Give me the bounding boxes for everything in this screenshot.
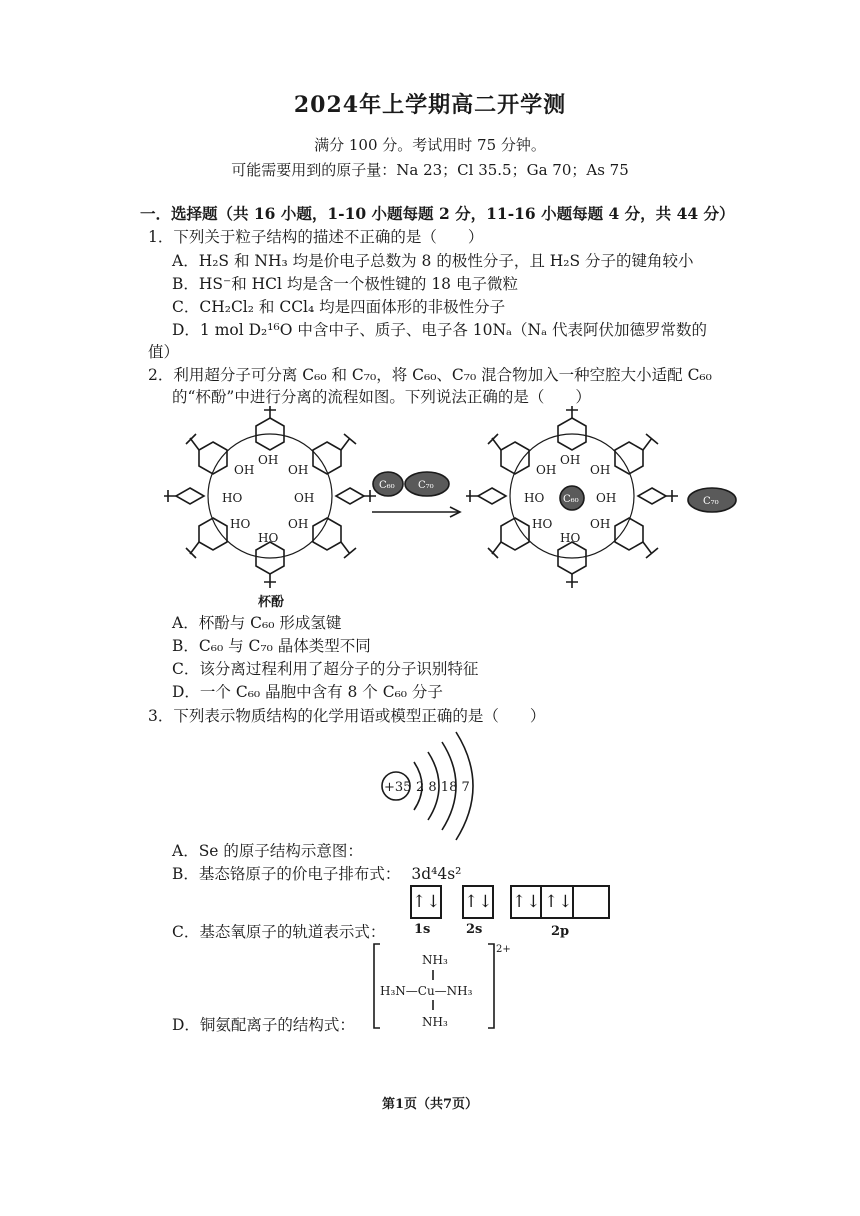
ho-label: HO bbox=[222, 491, 243, 505]
oh-label: OH bbox=[258, 453, 279, 467]
option-b-formula: 3d⁴4s² bbox=[411, 865, 462, 883]
orbital-2p-2: ↑↓ bbox=[544, 887, 574, 917]
question-1-option-a: A．H₂S 和 NH₃ 均是价电子总数为 8 的极性分子，且 H₂S 分子的键角较小 bbox=[172, 252, 694, 270]
complex-bottom-ligand: NH₃ bbox=[422, 1015, 448, 1029]
question-2-option-a: A．杯酚与 C₆₀ 形成氢键 bbox=[172, 614, 342, 632]
ho-label: HO bbox=[258, 531, 279, 545]
option-b-label: B．基态铬原子的价电子排布式： bbox=[172, 865, 401, 883]
question-3-option-d: D．铜氨配离子的结构式： bbox=[172, 1016, 355, 1034]
c70-ball-label: C₇₀ bbox=[418, 480, 434, 491]
ho-label: HO bbox=[532, 517, 553, 531]
oh-label: OH bbox=[536, 463, 557, 477]
ho-label: HO bbox=[560, 531, 581, 545]
section-heading: 一．选择题（共 16 小题，1-10 小题每题 2 分，11-16 小题每题 4 分，共 44 分） bbox=[140, 204, 735, 223]
exam-info-line: 满分 100 分。考试用时 75 分钟。 bbox=[314, 136, 546, 154]
c70-ball-label: C₇₀ bbox=[703, 496, 719, 507]
orbital-label-1s: 1s bbox=[414, 922, 431, 937]
atom-shell-electrons: 2 8 18 7 bbox=[416, 780, 470, 795]
oh-label: OH bbox=[294, 491, 315, 505]
ho-label: HO bbox=[524, 491, 545, 505]
orbital-2p-1: ↑↓ bbox=[512, 887, 542, 917]
atomic-mass-line: 可能需要用到的原子量：Na 23；Cl 35.5；Ga 70；As 75 bbox=[231, 161, 629, 179]
orbital-label-2s: 2s bbox=[466, 922, 483, 937]
orbital-2s: ↑↓ bbox=[464, 892, 493, 912]
question-3-option-a: A．Se 的原子结构示意图： bbox=[172, 842, 363, 860]
question-2-stem-line2: 的“杯酚”中进行分离的流程如图。下列说法正确的是（ ） bbox=[172, 388, 591, 406]
question-1-option-b: B．HS⁻和 HCl 均是含一个极性键的 18 电子微粒 bbox=[172, 275, 518, 293]
oh-label: OH bbox=[590, 517, 611, 531]
figure-caption: 杯酚 bbox=[258, 595, 285, 610]
oh-label: OH bbox=[590, 463, 611, 477]
question-2-stem-line1: 2．利用超分子可分离 C₆₀ 和 C₇₀，将 C₆₀、C₇₀ 混合物加入一种空腔大小适配 C₆₀ bbox=[148, 366, 712, 384]
orbital-1s: ↑↓ bbox=[412, 892, 441, 912]
page-footer: 第1页（共7页） bbox=[381, 1097, 479, 1112]
orbital-box-1s bbox=[410, 885, 442, 919]
question-3-option-c: C．基态氧原子的轨道表示式： bbox=[172, 923, 386, 941]
oh-label: OH bbox=[560, 453, 581, 467]
oh-label: OH bbox=[596, 491, 617, 505]
complex-middle: H₃N—Cu—NH₃ bbox=[380, 984, 473, 998]
complex-charge: 2+ bbox=[496, 944, 511, 955]
question-2-option-c: C．该分离过程利用了超分子的分子识别特征 bbox=[172, 660, 479, 678]
exam-title: 2024年上学期高二开学测 bbox=[293, 92, 567, 118]
question-1-option-d: D．1 mol D₂¹⁶O 中含中子、质子、电子各 10Nₐ（Nₐ 代表阿伏加德罗常数的 bbox=[172, 321, 707, 339]
c60-ball-label: C₆₀ bbox=[379, 480, 395, 491]
question-1-option-c: C．CH₂Cl₂ 和 CCl₄ 均是四面体形的非极性分子 bbox=[172, 298, 506, 316]
c60-ball-label: C₆₀ bbox=[563, 494, 579, 505]
question-1-option-d-cont: 值） bbox=[148, 343, 180, 361]
atom-structure-diagram bbox=[370, 722, 510, 842]
question-2-option-b: B．C₆₀ 与 C₇₀ 晶体类型不同 bbox=[172, 637, 371, 655]
question-1-stem: 1．下列关于粒子结构的描述不正确的是（ ） bbox=[148, 228, 484, 246]
orbital-label-2p: 2p bbox=[551, 924, 570, 939]
orbital-2p-3 bbox=[576, 887, 604, 917]
orbital-box-2p bbox=[510, 885, 610, 919]
question-3-option-b bbox=[172, 862, 461, 884]
oh-label: OH bbox=[288, 517, 309, 531]
complex-top-ligand: NH₃ bbox=[422, 953, 448, 967]
ho-label: HO bbox=[230, 517, 251, 531]
oh-label: OH bbox=[234, 463, 255, 477]
orbital-box-2s bbox=[462, 885, 494, 919]
calixarene-separation-figure bbox=[160, 402, 740, 612]
oh-label: OH bbox=[288, 463, 309, 477]
question-3-stem: 3．下列表示物质结构的化学用语或模型正确的是（ ） bbox=[148, 707, 546, 725]
question-2-option-d: D．一个 C₆₀ 晶胞中含有 8 个 C₆₀ 分子 bbox=[172, 683, 443, 701]
atom-nucleus-label: +35 bbox=[384, 780, 412, 795]
copper-ammine-complex bbox=[370, 940, 520, 1036]
